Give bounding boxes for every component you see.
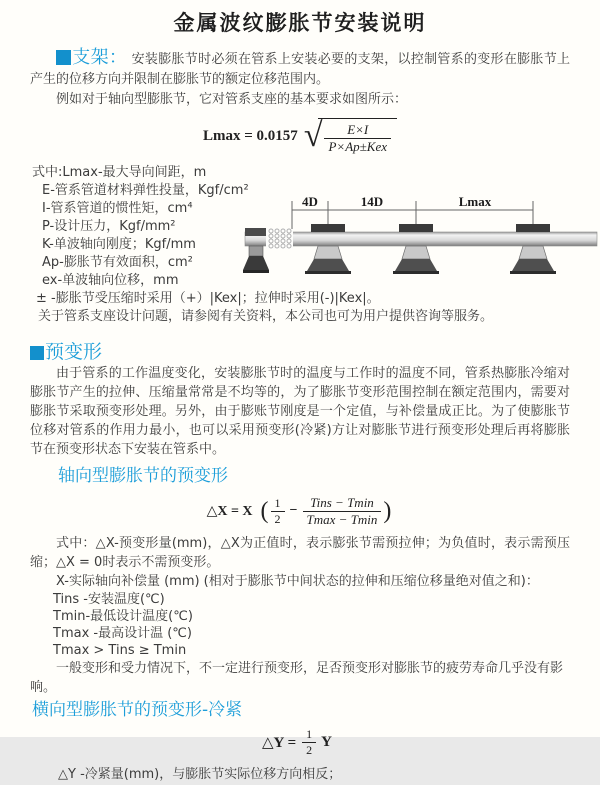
one-half-fraction: $\frac{1}{2}$ [302, 727, 316, 757]
lmax-formula [0, 114, 600, 158]
definition-line: P-设计压力，Kgf/mm² [42, 219, 176, 234]
lateral-subsection-heading: 横向型膨胀节的预变形-冷紧 [32, 700, 243, 720]
lmax-formula-numerator: E×I [347, 121, 369, 137]
predeform-heading-row [30, 340, 600, 364]
dy-formula-rhs: Y [321, 733, 332, 750]
delta-x-formula: △X = X ( $\frac{1}{2}$ − $\frac{\text{Tins − Tmin}}{Tmax - Tmin}$ ) [206, 494, 392, 527]
delta-y-formula [0, 725, 600, 759]
plus-minus-rule-line: ± -膨胀节受压缩时采用（+）|Kex|；拉伸时采用(-)|Kex|。 [36, 291, 380, 306]
dx-formula-denominator: Tmax − Tmin [303, 511, 382, 528]
pipe-guide-support [393, 224, 439, 274]
axial-subsection-heading: 轴向型膨胀节的预变形 [58, 466, 228, 486]
temp-definition-line: Tins -安装温度(℃) [53, 592, 165, 607]
axial-note-text: 一般变形和受力情况下，不一定进行预变形，足否预变形对膨胀节的疲劳寿命几乎没有影响。 [30, 661, 564, 695]
dy-formula-lhs: △Y = [262, 734, 297, 751]
section-square-icon [30, 346, 44, 360]
pipe-support-diagram [245, 192, 597, 294]
dy-definition-line: △Y -冷紧量(mm)，与膨胀节实际位移方向相反； [58, 767, 342, 782]
support-section-heading: 支架： [72, 47, 128, 68]
pipe [245, 232, 597, 246]
temp-inequality-line: Tmax > Tins ≥ Tmin [53, 643, 187, 658]
anchor-support [243, 228, 269, 273]
support-intro-text: 安装膨胀节时必须在管系上安装必要的支架，以控制管系的变形在膨胀节上产生的位移方向并限制在膨胀节的额定位移范围内。 [30, 52, 571, 87]
definitions-and-diagram [0, 164, 600, 332]
temp-definition-line: Tmax -最高设计温 (℃) [53, 626, 192, 641]
dx-formula-numerator: Tins − Tmin [310, 494, 374, 510]
predeform-paragraph: 由于管系的工作温度变化，安装膨胀节时的温度与工作时的温度不同，管系热膨胀冷缩对膨胀节产生的拉伸、压缩量常常是不均等的，为了膨胀节变形范围控制在额定范围内，需要对膨胀节采取预变形处理。另外，由于膨账节刚度是一个定值，与补偿量成正比。为了使膨胀节位移对管系的作用力最小，也可以采用预变形(冷紧)方让对膨胀节进行预变形处理后再将膨胀节在预变形状态下安装在管系中。 [30, 366, 570, 457]
dim-label-lmax: Lmax [458, 194, 492, 209]
section-square-icon [56, 50, 71, 65]
definition-line: Ap-膨胀节有效面积，cm² [42, 255, 193, 270]
temperature-fraction [303, 495, 382, 527]
bellows [266, 229, 293, 249]
support-example-text: 例如对于轴向型膨胀节，它对管系支座的基本要求如图所示： [56, 92, 408, 107]
definition-line: 式中:Lmax-最大导向间距，m [32, 165, 207, 180]
lmax-formula-denominator: P×Ap±Kex [324, 138, 391, 155]
definition-line: I-管系管道的惯性矩，cm⁴ [42, 201, 193, 216]
page-title: 金属波纹膨胀节安装说明 [173, 11, 427, 35]
one-half-fraction: $\frac{1}{2}$ [271, 496, 285, 526]
consulting-service-line: 关于管系支座设计问题，请参阅有关资料，本公司也可为用户提供咨询等服务。 [38, 309, 494, 324]
dx-formula-lhs: △X = X [206, 503, 253, 519]
dim-label-14d: 14D [360, 194, 384, 209]
temp-definition-line: Tmin-最低设计温度(℃) [53, 609, 193, 624]
lmax-formula-fraction [324, 122, 391, 154]
definition-line: K-单波轴向刚度；Kgf/mm [42, 237, 196, 252]
dim-label-4d: 4D [302, 194, 318, 209]
axial-x-definition: X-实际轴向补偿量 (mm) (相对于膨胀节中间状态的拉伸和压缩位移量绝对值之和)： [56, 574, 539, 589]
radical-sign: √ $\frac{E\times I}{\text{P×Ap±Kex}}$ [304, 118, 397, 154]
pipe-guide-support [305, 224, 351, 274]
pipe-guide-support [510, 224, 556, 274]
definition-line: ex-单波轴向位移，mm [42, 273, 179, 288]
axial-explain-text: 式中：△X-预变形量(mm)，△X为正值时，表示膨张节需预拉伸；为负值时，表示需预压缩；△X = 0时表示不需预变形。 [30, 536, 570, 570]
lmax-formula-lhs: Lmax = 0.0157 [203, 127, 298, 144]
definition-line: E-管系管道材料弹性投量，Kgf/cm² [42, 183, 249, 198]
support-paragraph [30, 48, 570, 90]
predeform-section-heading: 预变形 [45, 341, 103, 363]
